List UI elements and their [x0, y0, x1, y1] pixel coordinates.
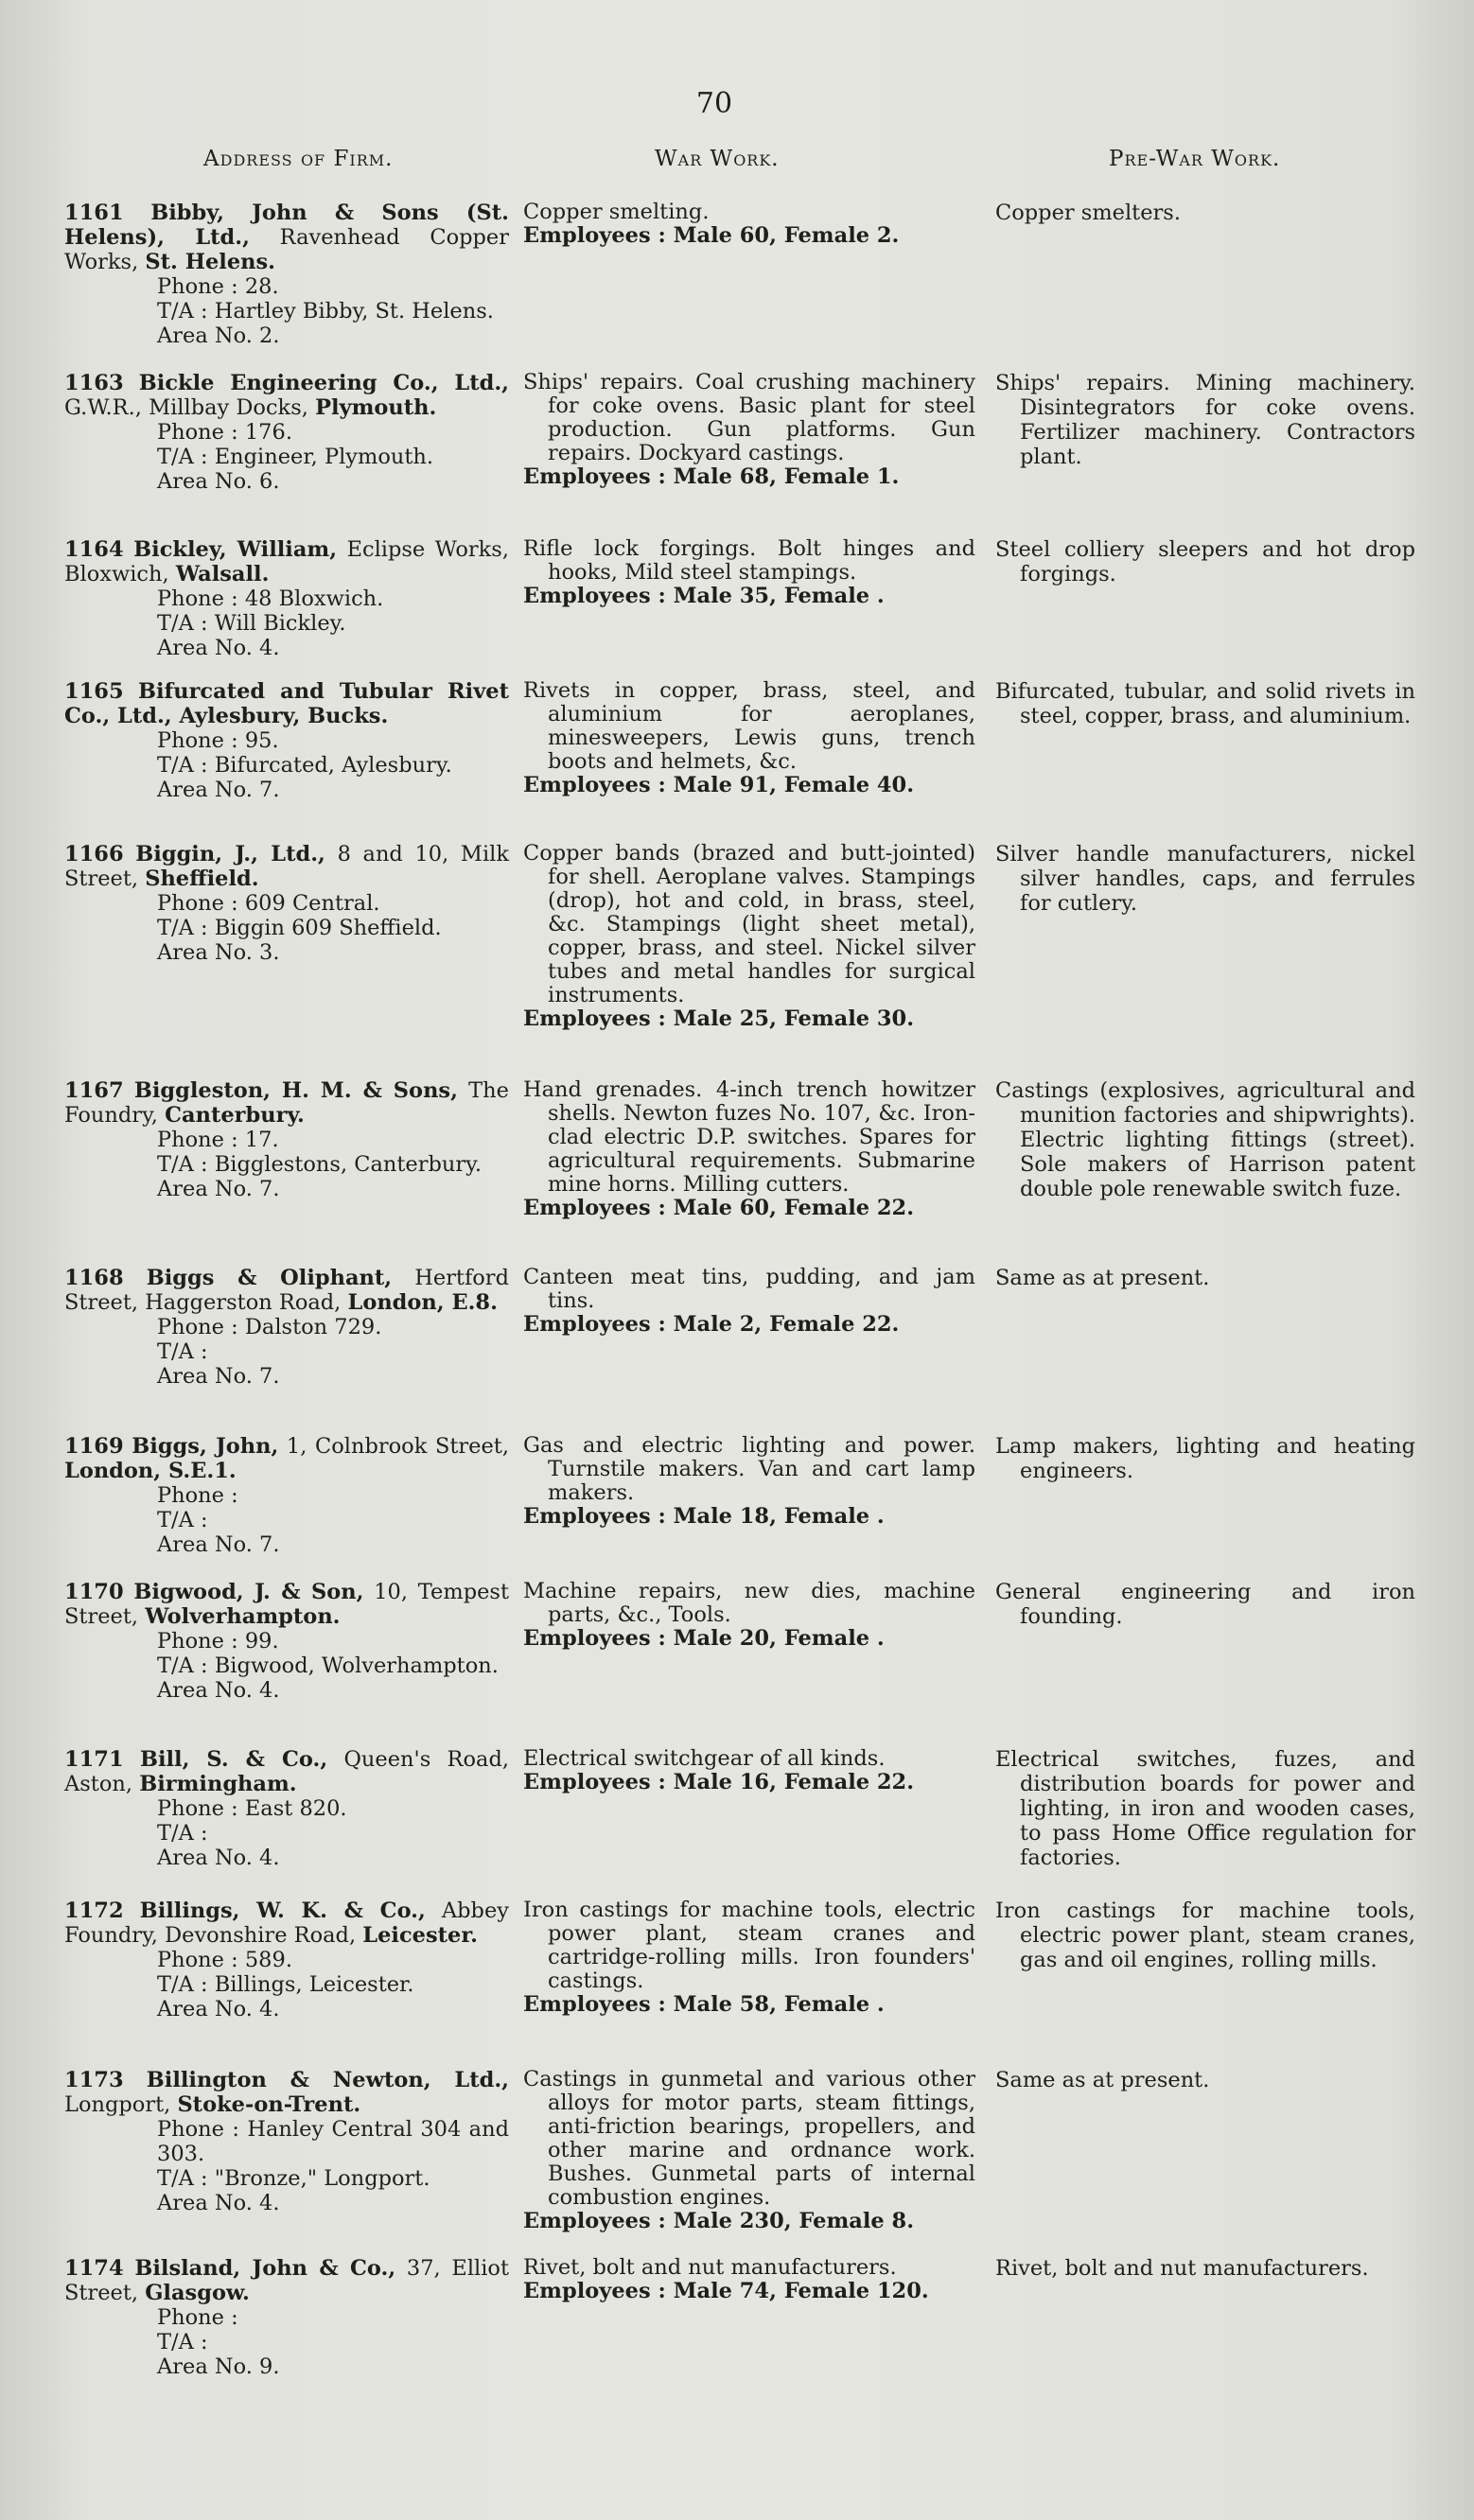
firm-telegraphic-address: T/A : [157, 1821, 208, 1846]
employees-count: Employees : Male 58, Female . [523, 1992, 885, 2017]
war-work-description: Machine repairs, new dies, machine parts, &c., Tools. [523, 1579, 975, 1627]
entry-number: 1163 [64, 371, 124, 395]
firm-phone: Phone : East 820. [157, 1796, 347, 1821]
firm-area: Area No. 7. [157, 1177, 280, 1201]
firm-town: London, E.8. [347, 1290, 498, 1315]
firm-address: G.W.R., Millbay Docks, [64, 395, 308, 420]
firm-town: Sheffield. [145, 866, 259, 891]
war-work-block [523, 1434, 975, 1529]
firm-name: Bifurcated and Tubular Rivet Co., Ltd., Aylesbury, Bucks. [64, 679, 510, 728]
firm-telegraphic-address: T/A : Bifurcated, Aylesbury. [157, 753, 452, 778]
firm-address-block [64, 201, 509, 348]
war-work-block [523, 2068, 975, 2233]
firm-telegraphic-address: T/A : [157, 1339, 208, 1364]
firm-phone: Phone : 17. [157, 1128, 279, 1152]
firm-address: Hertford Street, Haggerston Road, [64, 1266, 509, 1315]
firm-telegraphic-address: T/A : Bigglestons, Canterbury. [157, 1152, 483, 1177]
firm-telegraphic-address: T/A : [157, 1508, 208, 1532]
firm-town: Plymouth. [315, 395, 437, 420]
pre-war-work-description: Silver handle manufacturers, nickel silver handles, caps, and ferrules for cutlery. [995, 842, 1415, 916]
entry-number: 1167 [64, 1078, 124, 1103]
entry-number: 1165 [64, 679, 124, 704]
pre-war-work-description: Ships' repairs. Mining machinery. Disintegrators for coke ovens. Fertilizer machinery. Contractors plant. [995, 371, 1415, 469]
pre-war-work-description: Iron castings for machine tools, electric power plant, steam cranes, gas and oil engines, rolling mills. [995, 1899, 1415, 1972]
firm-name: Bigwood, J. & Son, [133, 1580, 364, 1604]
firm-address-block [64, 679, 509, 802]
firm-name: Biggleston, H. M. & Sons, [133, 1078, 458, 1103]
firm-phone: Phone : 28. [157, 274, 279, 299]
firm-address: 1, Colnbrook Street, [286, 1434, 509, 1459]
employees-count: Employees : Male 60, Female 2. [523, 223, 900, 248]
war-work-description: Copper bands (brazed and butt-jointed) for shell. Aeroplane valves. Stampings (drop), hot and cold, in brass, steel, &c. Stampings (light sheet metal), copper, brass, and steel. Nickel silver tubes and metal handles for surgical instruments. [523, 841, 975, 1007]
firm-address-block [64, 1580, 509, 1703]
firm-address-block [64, 842, 509, 965]
firm-town: St. Helens. [145, 250, 275, 274]
war-work-block [523, 1899, 975, 2017]
header-war-work: War Work. [655, 147, 780, 171]
pre-war-work-description: General engineering and iron founding. [995, 1580, 1415, 1629]
pre-war-work-description: Lamp makers, lighting and heating engineers. [995, 1434, 1415, 1483]
firm-area: Area No. 7. [157, 1364, 280, 1389]
firm-area: Area No. 4. [157, 1997, 280, 2021]
firm-town: Canterbury. [165, 1103, 305, 1128]
entry-number: 1172 [64, 1899, 124, 1923]
firm-area: Area No. 9. [157, 2354, 280, 2379]
firm-telegraphic-address: T/A : "Bronze," Longport. [157, 2166, 430, 2191]
firm-name: Bickle Engineering Co., Ltd., [138, 371, 509, 395]
pre-war-work-description: Steel colliery sleepers and hot drop forgings. [995, 537, 1415, 586]
firm-area: Area No. 4. [157, 1678, 280, 1703]
employees-count: Employees : Male 68, Female 1. [523, 464, 900, 489]
firm-area: Area No. 4. [157, 636, 280, 660]
firm-address: Longport, [64, 2092, 171, 2117]
pre-war-work-description: Rivet, bolt and nut manufacturers. [995, 2256, 1369, 2281]
firm-town: Leicester. [362, 1923, 478, 1948]
header-pre-war-work: Pre-War Work. [1109, 147, 1281, 171]
firm-area: Area No. 3. [157, 940, 280, 965]
firm-town: Glasgow. [145, 2281, 250, 2305]
entry-number: 1169 [64, 1434, 124, 1459]
war-work-description: Rivet, bolt and nut manufacturers. [523, 2255, 897, 2280]
firm-address: Abbey Foundry, Devonshire Road, [64, 1899, 509, 1948]
firm-address: 37, Elliot Street, [64, 2256, 510, 2305]
firm-phone: Phone : 48 Bloxwich. [157, 586, 384, 611]
firm-name: Billington & Newton, Ltd., [146, 2068, 509, 2092]
firm-area: Area No. 6. [157, 469, 280, 494]
pre-war-work-description: Same as at present. [995, 2068, 1210, 2092]
header-address-of-firm: Address of Firm. [203, 147, 394, 171]
war-work-description: Iron castings for machine tools, electric power plant, steam cranes and cartridge-rolling mills. Iron founders' castings. [523, 1898, 975, 1993]
firm-address-block [64, 1899, 509, 2021]
employees-count: Employees : Male 2, Female 22. [523, 1312, 900, 1337]
firm-telegraphic-address: T/A : Billings, Leicester. [157, 1972, 414, 1997]
pre-war-work-description: Bifurcated, tubular, and solid rivets in steel, copper, brass, and aluminium. [995, 679, 1415, 728]
pre-war-work-description: Castings (explosives, agricultural and munition factories and shipwrights). Electric lighting fittings (street). Sole makers of Harrison patent double pole renewable switch fuze. [995, 1078, 1415, 1201]
firm-address-block [64, 371, 509, 494]
employees-count: Employees : Male 230, Female 8. [523, 2209, 915, 2233]
entry-number: 1164 [64, 537, 124, 562]
page-number: 70 [695, 87, 733, 120]
firm-telegraphic-address: T/A : Biggin 609 Sheffield. [157, 916, 442, 940]
firm-address: Ravenhead Copper Works, [64, 225, 509, 274]
employees-count: Employees : Male 20, Female . [523, 1626, 885, 1651]
firm-name: Bill, S. & Co., [139, 1747, 328, 1772]
war-work-description: Copper smelting. [523, 200, 710, 224]
war-work-description: Rifle lock forgings. Bolt hinges and hooks, Mild steel stampings. [523, 536, 975, 585]
firm-area: Area No. 2. [157, 324, 280, 348]
firm-area: Area No. 4. [157, 1846, 280, 1870]
firm-address-block [64, 1747, 509, 1870]
war-work-block [523, 842, 975, 1031]
war-work-block [523, 2256, 975, 2303]
firm-address: Eclipse Works, Bloxwich, [64, 537, 509, 586]
war-work-block [523, 201, 975, 248]
firm-address-block [64, 537, 509, 660]
firm-phone: Phone : Dalston 729. [157, 1315, 382, 1339]
war-work-block [523, 537, 975, 608]
firm-town: Wolverhampton. [145, 1604, 341, 1629]
firm-telegraphic-address: T/A : [157, 2330, 208, 2354]
employees-count: Employees : Male 35, Female . [523, 584, 885, 608]
war-work-block [523, 371, 975, 489]
firm-telegraphic-address: T/A : Bigwood, Wolverhampton. [157, 1654, 499, 1678]
firm-address: 10, Tempest Street, [64, 1580, 509, 1629]
entry-number: 1161 [64, 201, 124, 225]
firm-name: Biggs, John, [132, 1434, 279, 1459]
firm-town: Walsall. [175, 562, 270, 586]
pre-war-work-description: Copper smelters. [995, 201, 1181, 225]
war-work-description: Rivets in copper, brass, steel, and aluminium for aeroplanes, minesweepers, Lewis guns, trench boots and helmets, &c. [523, 678, 975, 774]
firm-phone: Phone : 609 Central. [157, 891, 380, 916]
employees-count: Employees : Male 74, Female 120. [523, 2279, 929, 2303]
firm-telegraphic-address: T/A : Will Bickley. [157, 611, 346, 636]
firm-address: 8 and 10, Milk Street, [64, 842, 509, 891]
firm-name: Biggs & Oliphant, [146, 1266, 393, 1290]
firm-address-block [64, 1078, 509, 1201]
firm-phone: Phone : [157, 1483, 238, 1508]
war-work-description: Canteen meat tins, pudding, and jam tins. [523, 1265, 975, 1313]
employees-count: Employees : Male 60, Female 22. [523, 1196, 915, 1220]
firm-phone: Phone : Hanley Central 304 and 303. [157, 2117, 509, 2166]
firm-address-block [64, 2068, 509, 2215]
firm-area: Area No. 4. [157, 2191, 280, 2215]
firm-town: Birmingham. [139, 1772, 297, 1796]
firm-address-block [64, 1266, 509, 1389]
firm-phone: Phone : [157, 2305, 238, 2330]
firm-town: London, S.E.1. [64, 1459, 237, 1483]
firm-address-block [64, 2256, 509, 2379]
firm-address: The Foundry, [64, 1078, 509, 1128]
entry-number: 1173 [64, 2068, 124, 2092]
firm-town: Stoke-on-Trent. [177, 2092, 361, 2117]
firm-phone: Phone : 99. [157, 1629, 279, 1654]
firm-telegraphic-address: T/A : Hartley Bibby, St. Helens. [157, 299, 494, 324]
firm-phone: Phone : 176. [157, 420, 292, 445]
war-work-description: Hand grenades. 4-inch trench howitzer shells. Newton fuzes No. 107, &c. Iron-clad electric D.P. switches. Spares for agricultural requirements. Submarine mine horns. Milling cutters. [523, 1077, 975, 1197]
entry-number: 1166 [64, 842, 124, 866]
war-work-description: Castings in gunmetal and various other alloys for motor parts, steam fittings, anti-friction bearings, propellers, and other marine and ordnance work. Bushes. Gunmetal parts of internal combustion engines. [523, 2067, 975, 2210]
pre-war-work-description: Electrical switches, fuzes, and distribution boards for power and lighting, in iron and wooden cases, to pass Home Office regulation for factories. [995, 1747, 1415, 1870]
entry-number: 1171 [64, 1747, 124, 1772]
column-headers [0, 147, 1474, 184]
firm-area: Area No. 7. [157, 1532, 280, 1557]
war-work-description: Electrical switchgear of all kinds. [523, 1746, 886, 1771]
firm-address-block [64, 1434, 509, 1557]
war-work-block [523, 1078, 975, 1220]
firm-name: Bibby, John & Sons (St. Helens), Ltd., [64, 201, 510, 250]
pre-war-work-description: Same as at present. [995, 1266, 1210, 1290]
firm-name: Bickley, William, [133, 537, 338, 562]
employees-count: Employees : Male 25, Female 30. [523, 1006, 915, 1031]
war-work-description: Ships' repairs. Coal crushing machinery for coke ovens. Basic plant for steel production. Gun platforms. Gun repairs. Dockyard castings. [523, 370, 975, 465]
entry-number: 1168 [64, 1266, 124, 1290]
employees-count: Employees : Male 18, Female . [523, 1504, 885, 1529]
firm-telegraphic-address: T/A : Engineer, Plymouth. [157, 445, 434, 469]
war-work-block [523, 1266, 975, 1337]
firm-name: Bilsland, John & Co., [134, 2256, 396, 2281]
war-work-block [523, 1747, 975, 1794]
war-work-block [523, 679, 975, 797]
firm-name: Billings, W. K. & Co., [139, 1899, 426, 1923]
war-work-description: Gas and electric lighting and power. Turnstile makers. Van and cart lamp makers. [523, 1433, 975, 1505]
war-work-block [523, 1580, 975, 1651]
firm-name: Biggin, J., Ltd., [135, 842, 325, 866]
entry-number: 1174 [64, 2256, 124, 2281]
firm-phone: Phone : 589. [157, 1948, 292, 1972]
firm-phone: Phone : 95. [157, 728, 279, 753]
employees-count: Employees : Male 91, Female 40. [523, 773, 915, 797]
entry-number: 1170 [64, 1580, 124, 1604]
employees-count: Employees : Male 16, Female 22. [523, 1770, 915, 1794]
firm-area: Area No. 7. [157, 778, 280, 802]
firm-address: Queen's Road, Aston, [64, 1747, 510, 1796]
